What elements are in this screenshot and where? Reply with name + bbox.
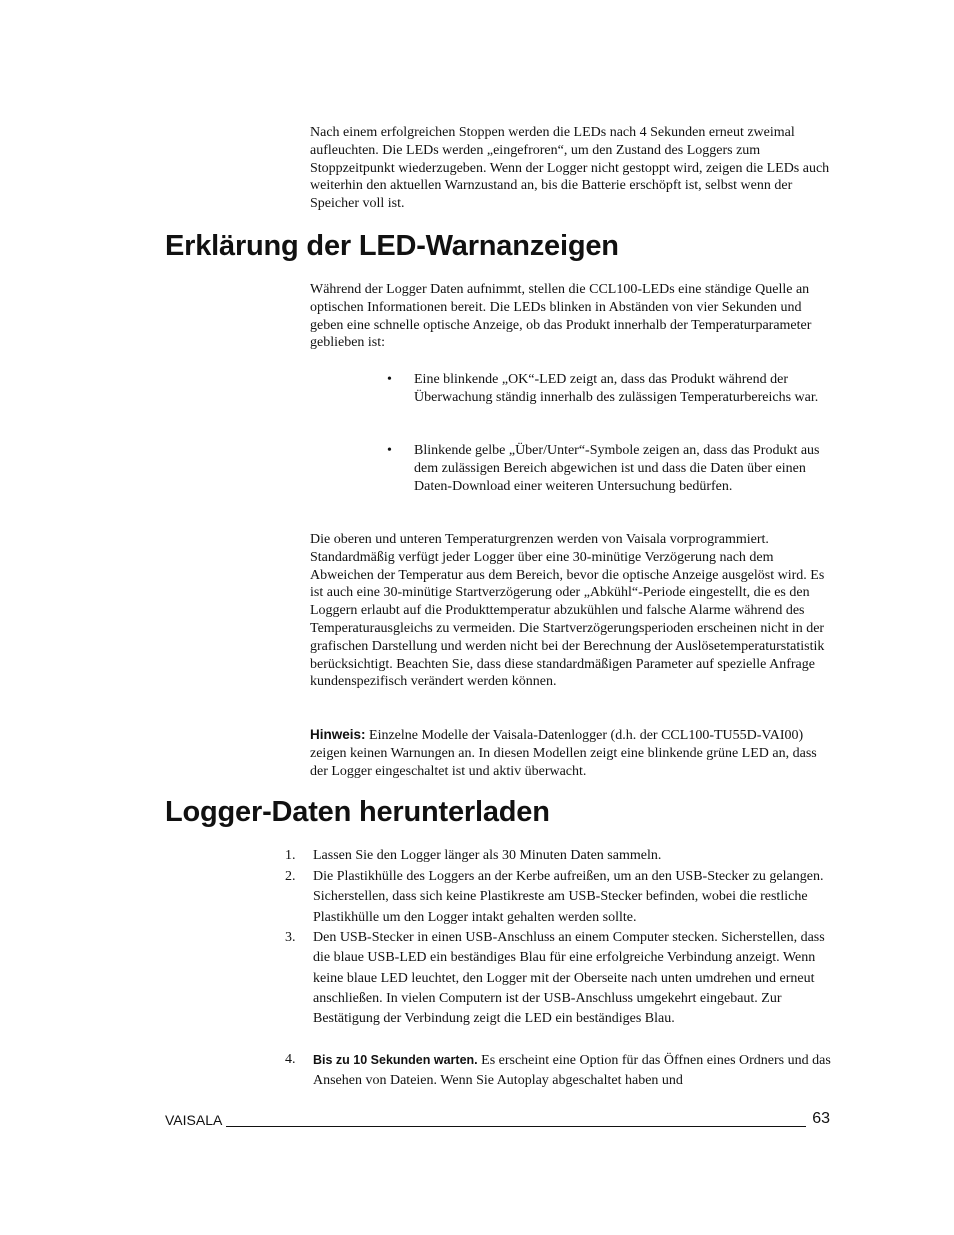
- bullet-text: Eine blinkende „OK“-LED zeigt an, dass das Produkt während der Überwachung ständig innerhalb des zulässigen Temperaturbereichs war.: [414, 372, 819, 405]
- step-text-rest: Es erscheint eine Option für das Öffnen eines Ordners und das Ansehen von Dateien. Wenn Sie Autoplay abgeschaltet haben und: [313, 1053, 831, 1089]
- note-text: Einzelne Modelle der Vaisala-Datenlogger (d.h. der CCL100-TU55D-VAI00) zeigen keinen Warnungen an. In diesen Modellen zeigt eine blinkende grüne LED an, dass der Logger eingeschaltet ist und aktiv überwacht.: [310, 728, 817, 779]
- step-bold-lead: Bis zu 10 Sekunden warten.: [313, 1053, 478, 1067]
- page-number: 63: [812, 1110, 830, 1127]
- footer-divider: [226, 1126, 806, 1127]
- note-paragraph: [310, 726, 835, 780]
- step-number: 2.: [285, 869, 296, 884]
- temperature-limits-paragraph: Die oberen und unteren Temperaturgrenzen werden von Vaisala vorprogrammiert. Standardmäßig verfügt jeder Logger über eine 30-minütige Verzögerung nach dem Abweichen der Temperatur aus dem Bereich, bevor die optische Anzeige ausgelöst wird. Es ist auch eine 30-minütige Startverzögerung oder „Abkühl“-Periode eingestellt, die es den Loggern erlaubt auf die Produkttemperatur abzukühlen und falsche Alarme während des Temperaturausgleichs zu vermeiden. Die Startverzögerungsperioden erscheinen nicht in der grafischen Darstellung und werden nicht bei der Berechnung der Auslösetemperaturstatistik berücksichtigt. Beachten Sie, dass diese standardmäßigen Parameter auf spezielle Anfrage kundenspezifisch verändert werden können.: [310, 532, 825, 690]
- section-heading-led-warnings: Erklärung der LED-Warnanzeigen: [165, 230, 619, 262]
- section-heading-download: Logger-Daten herunterladen: [165, 796, 550, 828]
- page-footer: [165, 1110, 830, 1132]
- step-text: Lassen Sie den Logger länger als 30 Minuten Daten sammeln.: [313, 848, 662, 863]
- bullet-icon: •: [387, 443, 392, 458]
- step-number: 4.: [285, 1052, 296, 1067]
- bullet-text: Blinkende gelbe „Über/Unter“-Symbole zeigen an, dass das Produkt aus dem zulässigen Bereich abgewichen ist und dass die Daten über einen Daten-Download einer weiteren Untersuchung bedürfen.: [414, 443, 820, 494]
- note-label: Hinweis:: [310, 727, 366, 742]
- step-text: Den USB-Stecker in einen USB-Anschluss an einem Computer stecken. Sicherstellen, dass die blaue USB-LED ein beständiges Blau für eine erfolgreiche Verbindung anzeigt. Wenn keine blaue LED leuchtet, den Logger mit der Oberseite nach unten umdrehen und erneut anschließen. In vielen Computern ist der USB-Anschluss umgekehrt eingebaut. Zur Bestätigung der Verbindung zeigt die LED ein beständiges Blau.: [313, 930, 825, 1027]
- step-number: 3.: [285, 930, 296, 945]
- step-text: Die Plastikhülle des Loggers an der Kerbe aufreißen, um an den USB-Stecker zu gelangen. Sicherstellen, dass sich keine Plastikreste am USB-Stecker befinden, wobei die restliche Plastikhülle um den Logger intakt gehalten werden sollte.: [313, 869, 824, 925]
- step-number: 1.: [285, 848, 296, 863]
- bullet-icon: •: [387, 372, 392, 387]
- footer-brand: VAISALA: [165, 1112, 223, 1128]
- led-intro-paragraph: Während der Logger Daten aufnimmt, stellen die CCL100-LEDs eine ständige Quelle an optischen Informationen bereit. Die LEDs blinken in Abständen von vier Sekunden und geben eine schnelle optische Anzeige, ob das Produkt innerhalb der Temperaturparameter geblieben ist:: [310, 282, 812, 351]
- intro-paragraph: Nach einem erfolgreichen Stoppen werden die LEDs nach 4 Sekunden erneut zweimal aufleuchten. Die LEDs werden „eingefroren“, um den Zustand des Loggers zum Stoppzeitpunkt wiederzugeben. Wenn der Logger nicht gestoppt wird, zeigen die LEDs auch weiterhin den aktuellen Warnzustand an, bis die Batterie erschöpft ist, selbst wenn der Speicher voll ist.: [310, 125, 830, 212]
- step-text: [313, 1050, 833, 1092]
